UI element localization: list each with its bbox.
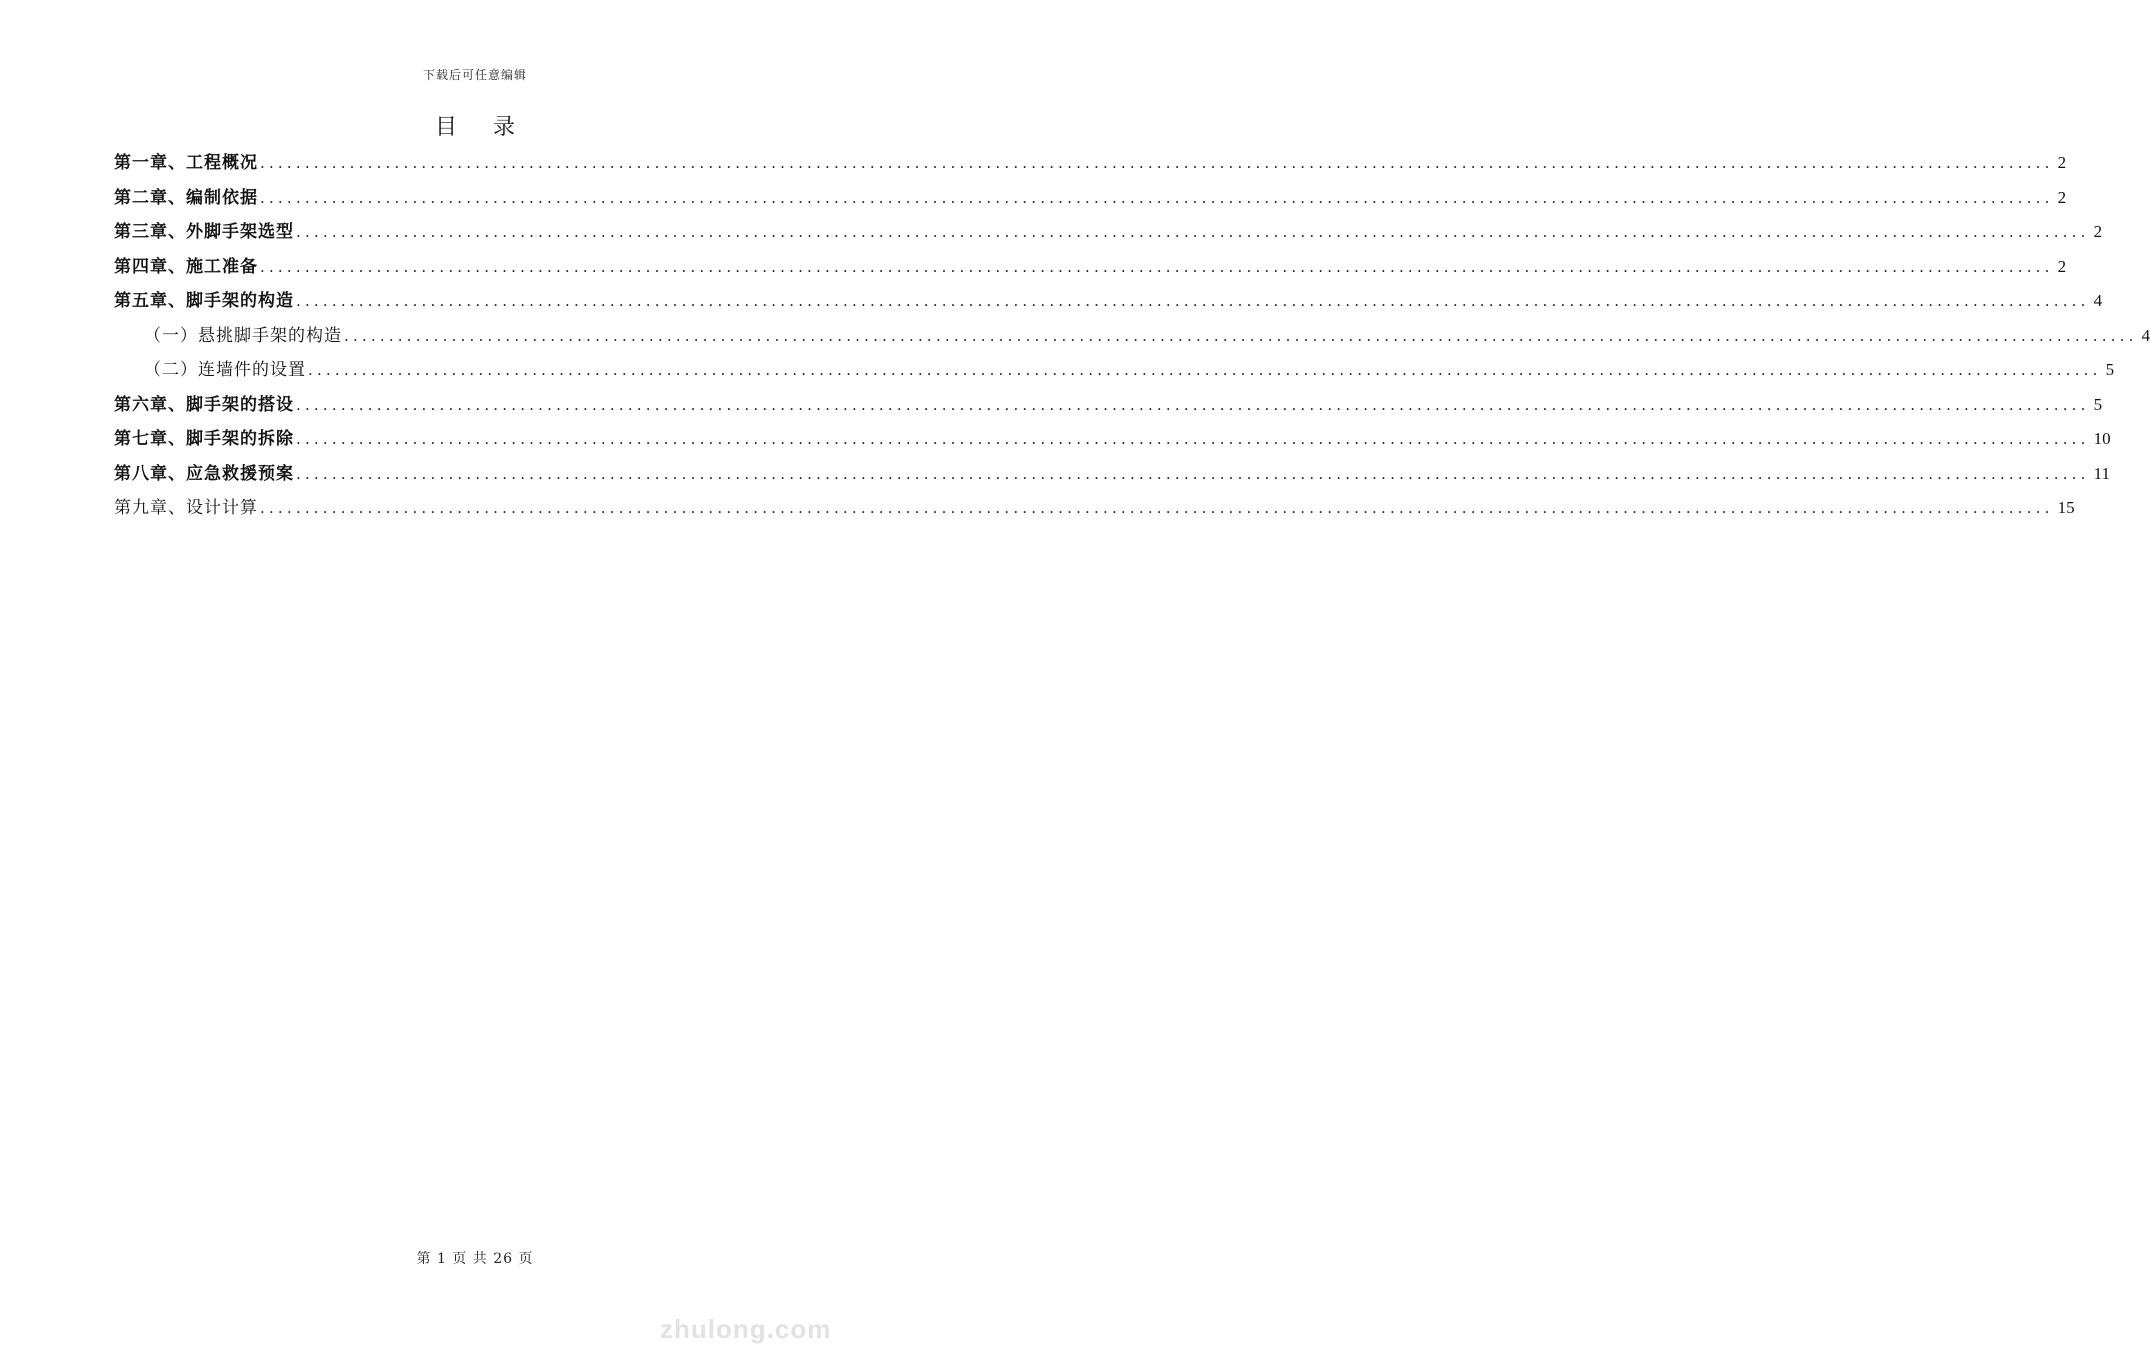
toc-entry-section-5-2[interactable] [114, 353, 2115, 388]
toc-entry-chapter-5[interactable] [114, 284, 2103, 319]
toc-entry-label: 第四章、施工准备 [114, 256, 258, 277]
toc-title-char-1: 目 [434, 115, 457, 140]
dot-leader: ........................................................................................................................................................................................................ [260, 499, 2054, 517]
toc-entry-label: （一）悬挑脚手架的构造 [144, 325, 342, 346]
toc-entry-label: 第一章、工程概况 [114, 153, 258, 173]
toc-entry-label: 第九章、设计计算 [114, 498, 258, 518]
toc-entry-page: 5 [2093, 394, 2103, 414]
toc-entry-label: （二）连墙件的设置 [144, 360, 306, 380]
toc-entry-chapter-3[interactable] [114, 215, 2103, 250]
dot-leader: ........................................................................................................................................................................................................ [296, 464, 2090, 483]
dot-leader: ........................................................................................................................................................................................................ [308, 361, 2102, 379]
toc-title [0, 110, 950, 141]
toc-entry-chapter-7[interactable] [114, 422, 2111, 457]
watermark: zhulong.com [660, 1314, 832, 1344]
dot-leader: ........................................................................................................................................................................................................ [344, 326, 2138, 345]
toc-entry-section-5-1[interactable] [114, 319, 2150, 354]
toc-title-char-2: 录 [493, 115, 516, 140]
toc-entry-label: 第三章、外脚手架选型 [114, 222, 294, 242]
toc-entry-chapter-9[interactable] [114, 491, 2075, 526]
page-header: 下载后可任意编辑 [422, 68, 527, 82]
toc-entry-label: 第八章、应急救援预案 [114, 463, 294, 484]
dot-leader: ........................................................................................................................................................................................................ [296, 292, 2090, 310]
dot-leader: ........................................................................................................................................................................................................ [296, 395, 2090, 414]
toc-entry-chapter-1[interactable] [114, 146, 2067, 181]
toc-entry-label: 第五章、脚手架的构造 [114, 291, 294, 311]
toc-entry-page: 4 [2093, 291, 2103, 310]
toc-entry-page: 2 [2057, 187, 2067, 207]
toc-entry-page: 10 [2093, 429, 2111, 448]
dot-leader: ........................................................................................................................................................................................................ [296, 430, 2090, 448]
toc-entry-label: 第二章、编制依据 [114, 187, 258, 208]
toc-entry-page: 2 [2057, 153, 2067, 172]
toc-entry-page: 11 [2093, 463, 2110, 483]
toc-entry-page: 5 [2105, 360, 2115, 379]
table-of-contents [114, 146, 2150, 526]
toc-entry-page: 15 [2057, 498, 2075, 517]
toc-entry-chapter-8[interactable] [114, 457, 2110, 492]
dot-leader: ........................................................................................................................................................................................................ [260, 257, 2054, 276]
toc-entry-chapter-2[interactable] [114, 181, 2067, 216]
toc-entry-label: 第七章、脚手架的拆除 [114, 429, 294, 449]
page-footer: 第 1 页 共 26 页 [416, 1251, 534, 1267]
toc-entry-page: 4 [2141, 325, 2150, 345]
toc-entry-chapter-6[interactable] [114, 388, 2103, 423]
toc-entry-page: 2 [2093, 222, 2103, 241]
toc-entry-chapter-4[interactable] [114, 250, 2067, 285]
dot-leader: ........................................................................................................................................................................................................ [260, 154, 2054, 172]
toc-entry-label: 第六章、脚手架的搭设 [114, 394, 294, 415]
dot-leader: ........................................................................................................................................................................................................ [296, 223, 2090, 241]
dot-leader: ........................................................................................................................................................................................................ [260, 188, 2054, 207]
toc-entry-page: 2 [2057, 256, 2067, 276]
